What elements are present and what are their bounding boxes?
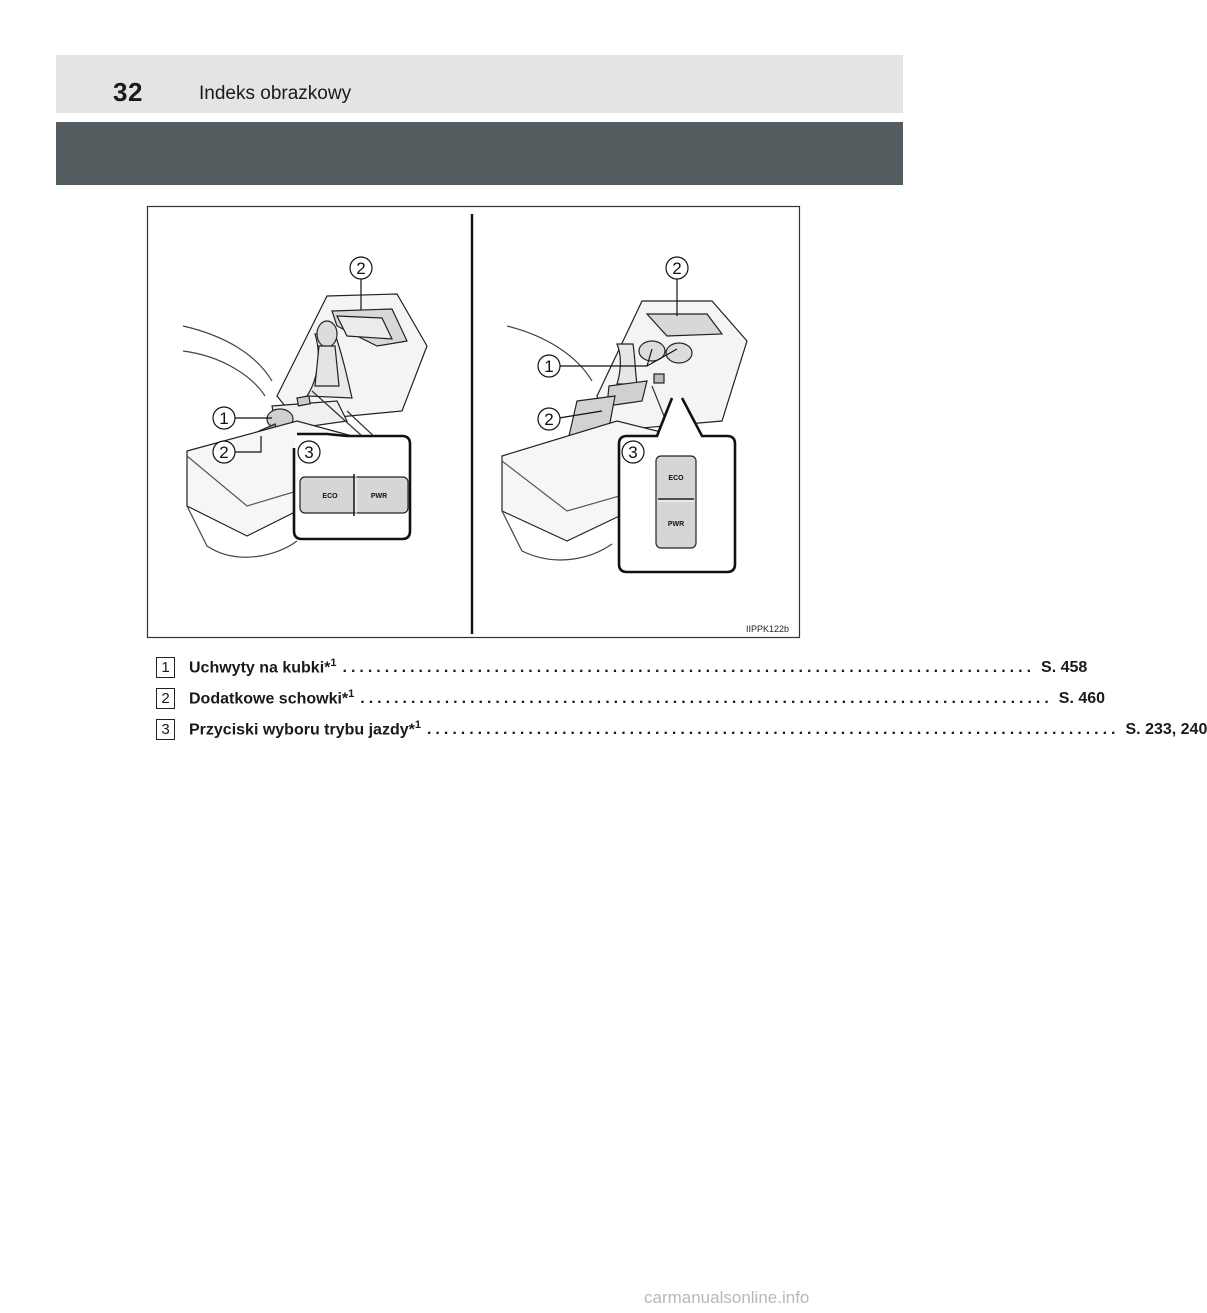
legend-page-ref[interactable]: S. 458	[1041, 658, 1088, 676]
legend-page-ref[interactable]: S. 233, 240	[1125, 720, 1207, 738]
left-callout-1: 1	[219, 409, 229, 428]
left-callout-2-bottom: 2	[219, 443, 229, 462]
figure-code: IIPPK122b	[745, 624, 789, 634]
right-pwr-label: PWR	[667, 521, 685, 528]
right-eco-label: ECO	[668, 475, 684, 482]
legend-number: 1	[156, 657, 175, 678]
legend-list	[156, 652, 1207, 745]
legend-number: 3	[156, 719, 175, 740]
left-eco-label: ECO	[322, 493, 338, 500]
right-callout-1: 1	[544, 357, 554, 376]
legend-item-auxiliary-boxes	[156, 683, 1106, 714]
legend-label: Uchwyty na kubki*$^1$	[189, 657, 337, 677]
leader-dots: ..................................................................................	[426, 720, 1120, 738]
section-title: Indeks obrazkowy	[199, 83, 352, 104]
console-illustration	[147, 206, 800, 638]
leader-dots: ..................................................................................	[342, 658, 1036, 676]
legend-page-ref[interactable]: S. 460	[1058, 689, 1106, 707]
right-callout-2-bottom: 2	[544, 410, 554, 429]
header-band	[56, 55, 903, 113]
watermark: carmanualsonline.info	[644, 1288, 810, 1307]
left-callout-3: 3	[304, 443, 314, 462]
title-band	[56, 122, 903, 185]
left-callout-2-top: 2	[356, 259, 366, 278]
page-number: 32	[113, 77, 143, 107]
legend-number: 2	[156, 688, 175, 709]
right-callout-2-top: 2	[672, 259, 682, 278]
legend-item-cup-holders	[156, 652, 1088, 683]
leader-dots: ..................................................................................	[360, 689, 1053, 707]
right-callout-3: 3	[628, 443, 638, 462]
legend-label: Dodatkowe schowki*$^1$	[189, 688, 355, 708]
legend-item-drive-mode-switches	[156, 714, 1207, 745]
legend-label: Przyciski wyboru trybu jazdy*$^1$	[189, 719, 421, 739]
left-pwr-label: PWR	[370, 493, 388, 500]
